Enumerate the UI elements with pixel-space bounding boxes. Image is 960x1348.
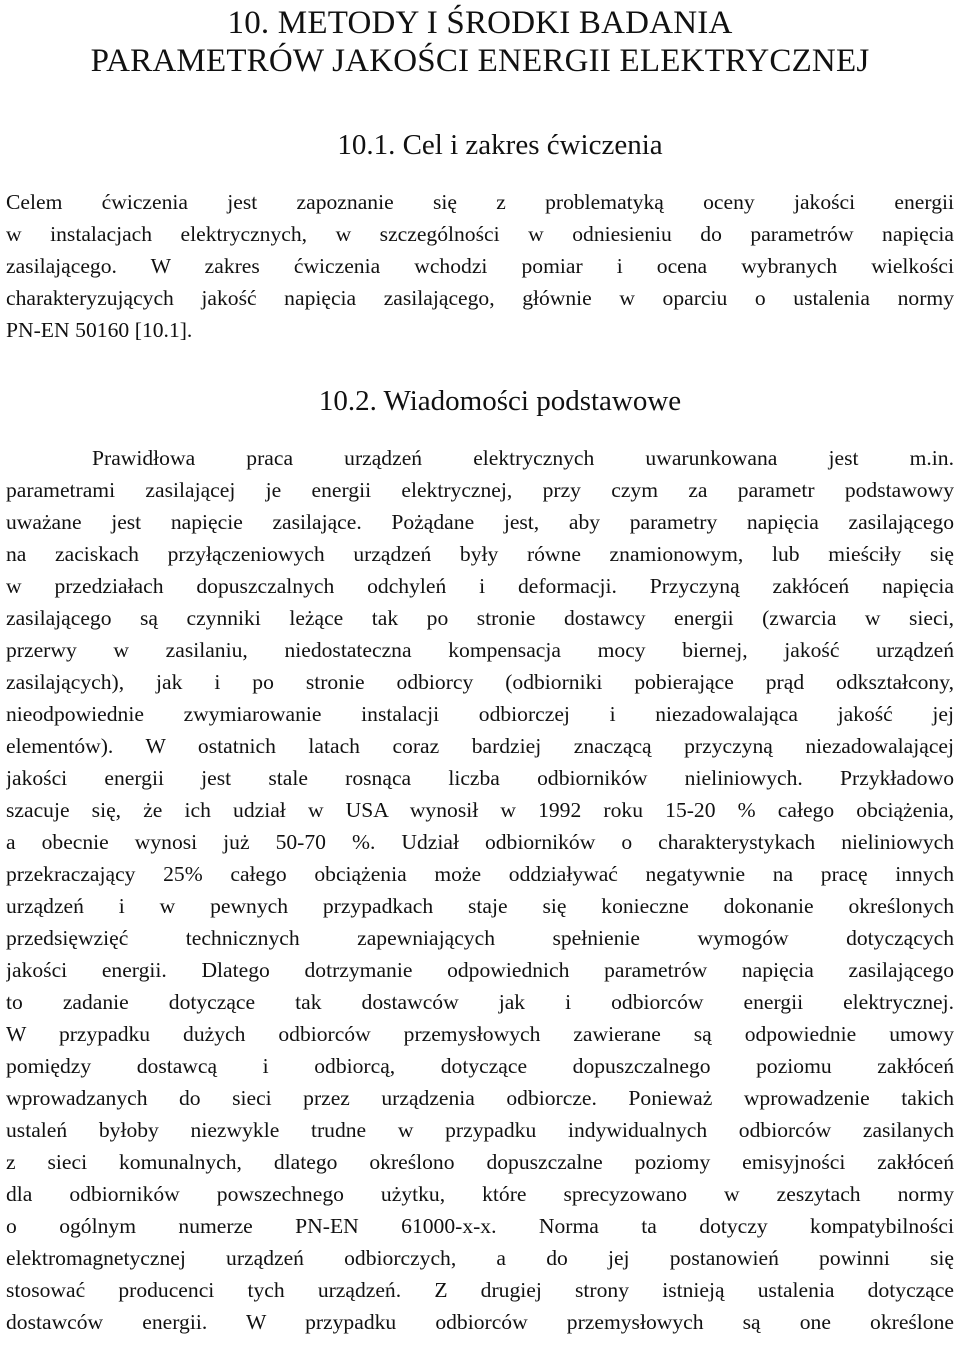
text-line: o ogólnym numerze PN-EN 61000-x-x. Norma ta dotyczy kompatybilności [6,1214,954,1238]
text-line: parametrami zasilającej je energii elektrycznej, przy czym za parametr podstawowy [6,478,954,502]
chapter-title-line1: 10. METODY I ŚRODKI BADANIA [227,5,733,41]
text-line: W przypadku dużych odbiorców przemysłowych zawierane są odpowiednie umowy [6,1022,954,1046]
chapter-title-line2: PARAMETRÓW JAKOŚCI ENERGII ELEKTRYCZNEJ [90,43,870,79]
text-line: pomiędzy dostawcą i odbiorcą, dotyczące dopuszczalnego poziomu zakłóceń [6,1054,954,1078]
text-line: dostawców energii. W przypadku odbiorców przemysłowych są one określone [6,1310,954,1334]
text-line: charakteryzujących jakość napięcia zasilającego, głównie w oparciu o ustalenia normy [6,286,954,310]
section-2-body [6,442,954,1338]
text-line: zasilającego są czynniki leżące tak po stronie dostawcy energii (zwarcia w sieci, [6,606,954,630]
text-line: jakości energii jest stale rosnąca liczba odbiorników nieliniowych. Przykładowo [6,766,954,790]
chapter-title [6,0,954,80]
text-line: jakości energii. Dlatego dotrzymanie odpowiednich parametrów napięcia zasilającego [6,958,954,982]
text-line: przekraczający 25% całego obciążenia może oddziaływać negatywnie na pracę innych [6,862,954,886]
text-line: przerwy w zasilaniu, niedostateczna kompensacja mocy biernej, jakość urządzeń [6,638,954,662]
text-line: na zaciskach przyłączeniowych urządzeń były równe znamionowym, lub mieściły się [6,542,954,566]
section-1-title: 10.1. Cel i zakres ćwiczenia [337,129,663,161]
text-line: Prawidłowa praca urządzeń elektrycznych uwarunkowana jest m.in. [92,446,954,470]
text-line: przedsięwzięć technicznych zapewniających spełnienie wymogów dotyczących [6,926,954,950]
text-line: w instalacjach elektrycznych, w szczególności w odniesieniu do parametrów napięcia [6,222,954,246]
section-2-title: 10.2. Wiadomości podstawowe [318,385,682,417]
text-line: ustaleń byłoby niezwykle trudne w przypadku indywidualnych odbiorców zasilanych [6,1118,954,1142]
text-line: zasilającego. W zakres ćwiczenia wchodzi pomiar i ocena wybranych wielkości [6,254,954,278]
text-line: wprowadzanych do sieci przez urządzenia odbiorcze. Ponieważ wprowadzenie takich [6,1086,954,1110]
text-line: z sieci komunalnych, dlatego określono dopuszczalne poziomy emisyjności zakłóceń [6,1150,954,1174]
text-line: elektromagnetycznej urządzeń odbiorczych, a do jej postanowień powinni się [6,1246,954,1270]
text-line: zasilających), jak i po stronie odbiorcy (odbiorniki pobierające prąd odkształcony, [6,670,954,694]
text-line: elementów). W ostatnich latach coraz bardziej znaczącą przyczyną niezadowalającej [6,734,954,758]
text-line: uważane jest napięcie zasilające. Pożądane jest, aby parametry napięcia zasilającego [6,510,954,534]
text-line: a obecnie wynosi już 50-70 %. Udział odbiorników o charakterystykach nieliniowych [6,830,954,854]
section-1-body [6,186,954,346]
text-line: dla odbiorników powszechnego użytku, które sprecyzowano w zeszytach normy [6,1182,954,1206]
text-line: stosować producenci tych urządzeń. Z drugiej strony istnieją ustalenia dotyczące [6,1278,954,1302]
text-line: urządzeń i w pewnych przypadkach staje się konieczne dokonanie określonych [6,894,954,918]
text-line: nieodpowiednie zwymiarowanie instalacji odbiorczej i niezadowalająca jakość jej [6,702,954,726]
text-line: Celem ćwiczenia jest zapoznanie się z problematyką oceny jakości energii [6,190,954,214]
text-line: PN-EN 50160 [10.1]. [6,318,193,342]
text-line: szacuje się, że ich udział w USA wynosił w 1992 roku 15-20 % całego obciążenia, [6,798,954,822]
text-line: w przedziałach dopuszczalnych odchyleń i deformacji. Przyczyną zakłóceń napięcia [6,574,954,598]
text-line: to zadanie dotyczące tak dostawców jak i odbiorców energii elektrycznej. [6,990,954,1014]
